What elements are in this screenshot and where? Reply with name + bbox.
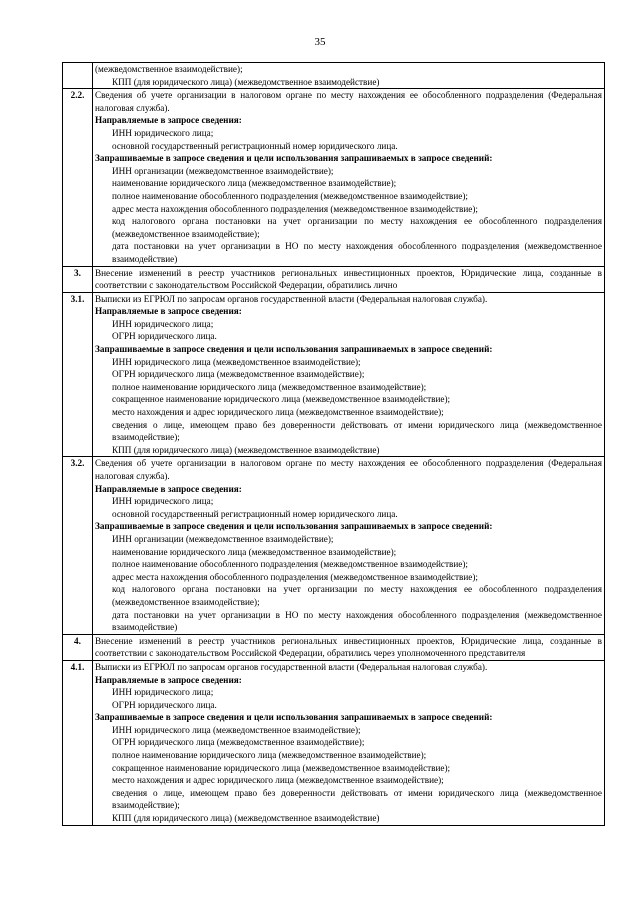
text-line: ИНН юридического лица; bbox=[112, 127, 214, 138]
text-line: наименование юридического лица (межведомственное взаимодействие); bbox=[112, 546, 397, 557]
text-line: Выписки из ЕГРЮЛ по запросам органов государственной власти (Федеральная налоговая служба). bbox=[95, 661, 488, 672]
text-line: сокращенное наименование юридического лица (межведомственное взаимодействие); bbox=[112, 394, 451, 405]
page-number: 35 bbox=[314, 36, 326, 48]
row-content bbox=[93, 292, 605, 457]
document-table bbox=[62, 62, 605, 826]
row-number: 3.2. bbox=[63, 457, 93, 634]
text-line: адрес места нахождения обособленного подразделения (межведомственное взаимодействие); bbox=[112, 203, 478, 214]
text-line: КПП (для юридического лица) (межведомственное взаимодействие) bbox=[112, 813, 380, 824]
text-line: дата постановки на учет организации в НО по месту нахождения обособленного подразделения (межведомственное взаимодействие) bbox=[112, 241, 602, 264]
text-line: полное наименование обособленного подразделения (межведомственное взаимодействие); bbox=[112, 190, 468, 201]
table-row bbox=[63, 457, 605, 634]
text-line: код налогового органа постановки на учет организации по месту нахождения ее обособленного подразделения (межведомственное взаимодействие); bbox=[112, 216, 602, 239]
row-number: 4. bbox=[63, 634, 93, 660]
text-line: ИНН юридического лица; bbox=[112, 496, 214, 507]
text-line: сведения о лице, имеющем право без доверенности действовать от имени юридического лица (межведомственное взаимодействие); bbox=[112, 787, 602, 811]
section-heading: Направляемые в запросе сведения: bbox=[95, 115, 242, 126]
text-line: ИНН юридического лица; bbox=[112, 318, 214, 329]
text-line: полное наименование юридического лица (межведомственное взаимодействие); bbox=[112, 381, 427, 392]
text-line: Внесение изменений в реестр участников региональных инвестиционных проектов, Юридические лица, созданные в соответствии с законодательством Российской Федерации, обратились лично bbox=[95, 267, 602, 291]
table-row bbox=[63, 634, 605, 660]
table-row bbox=[63, 660, 605, 825]
text-line: полное наименование юридического лица (межведомственное взаимодействие); bbox=[112, 750, 427, 761]
text-line: (межведомственное взаимодействие); bbox=[95, 64, 243, 74]
row-content bbox=[93, 660, 605, 825]
text-line: Выписки из ЕГРЮЛ по запросам органов государственной власти (Федеральная налоговая служба). bbox=[95, 293, 488, 304]
section-heading: Запрашиваемые в запросе сведения и цели использования запрашиваемых в запросе сведений: bbox=[95, 712, 493, 723]
text-line: полное наименование обособленного подразделения (межведомственное взаимодействие); bbox=[112, 559, 468, 570]
text-line: ИНН организации (межведомственное взаимодействие); bbox=[112, 533, 334, 544]
row-number bbox=[63, 63, 93, 89]
text-line: Сведения об учете организации в налоговом органе по месту нахождения ее обособленного подразделения (Федеральная налоговая служба). bbox=[95, 90, 602, 113]
row-content bbox=[93, 634, 605, 660]
text-line: наименование юридического лица (межведомственное взаимодействие); bbox=[112, 178, 397, 189]
text-line: сокращенное наименование юридического лица (межведомственное взаимодействие); bbox=[112, 762, 451, 773]
row-content bbox=[93, 266, 605, 292]
text-line: ИНН юридического лица (межведомственное взаимодействие); bbox=[112, 724, 361, 735]
section-heading: Направляемые в запросе сведения: bbox=[95, 674, 242, 685]
section-heading: Запрашиваемые в запросе сведения и цели использования запрашиваемых в запросе сведений: bbox=[95, 153, 493, 164]
section-heading: Запрашиваемые в запросе сведения и цели использования запрашиваемых в запросе сведений: bbox=[95, 344, 493, 355]
text-line: ИНН юридического лица; bbox=[112, 687, 214, 698]
section-heading: Направляемые в запросе сведения: bbox=[95, 483, 242, 494]
text-line: ИНН организации (межведомственное взаимодействие); bbox=[112, 165, 334, 176]
text-line: ОГРН юридического лица (межведомственное взаимодействие); bbox=[112, 737, 365, 748]
row-number: 3.1. bbox=[63, 292, 93, 457]
text-line: Сведения об учете организации в налоговом органе по месту нахождения ее обособленного подразделения (Федеральная налоговая служба). bbox=[95, 458, 602, 481]
row-number: 2.2. bbox=[63, 89, 93, 266]
table-row bbox=[63, 89, 605, 266]
text-line: место нахождения и адрес юридического лица (межведомственное взаимодействие); bbox=[112, 775, 444, 786]
text-line: основной государственный регистрационный номер юридического лица. bbox=[112, 508, 398, 519]
table-row bbox=[63, 63, 605, 89]
text-line: код налогового органа постановки на учет организации по месту нахождения ее обособленного подразделения (межведомственное взаимодействие); bbox=[112, 584, 602, 607]
text-line: ОГРН юридического лица. bbox=[112, 699, 217, 710]
text-line: основной государственный регистрационный номер юридического лица. bbox=[112, 140, 398, 151]
row-content bbox=[93, 89, 605, 266]
text-line: ОГРН юридического лица. bbox=[112, 331, 217, 342]
section-heading: Запрашиваемые в запросе сведения и цели использования запрашиваемых в запросе сведений: bbox=[95, 521, 493, 532]
text-line: КПП (для юридического лица) (межведомственное взаимодействие) bbox=[112, 444, 380, 455]
text-line: КПП (для юридического лица) (межведомственное взаимодействие) bbox=[112, 76, 380, 87]
section-heading: Направляемые в запросе сведения: bbox=[95, 306, 242, 317]
text-line: дата постановки на учет организации в НО по месту нахождения обособленного подразделения (межведомственное взаимодействие) bbox=[112, 609, 602, 633]
text-line: место нахождения и адрес юридического лица (межведомственное взаимодействие); bbox=[112, 407, 444, 418]
row-number: 3. bbox=[63, 266, 93, 292]
row-number: 4.1. bbox=[63, 660, 93, 825]
table-row bbox=[63, 292, 605, 457]
text-line: сведения о лице, имеющем право без доверенности действовать от имени юридического лица (межведомственное взаимодействие); bbox=[112, 419, 602, 443]
table-row bbox=[63, 266, 605, 292]
text-line: ИНН юридического лица (межведомственное взаимодействие); bbox=[112, 356, 361, 367]
row-content bbox=[93, 63, 605, 89]
text-line: Внесение изменений в реестр участников региональных инвестиционных проектов, Юридические лица, созданные в соответствии с законодательством Российской Федерации, обратились через уполномоченного представителя bbox=[95, 635, 602, 659]
row-content bbox=[93, 457, 605, 634]
text-line: адрес места нахождения обособленного подразделения (межведомственное взаимодействие); bbox=[112, 571, 478, 582]
text-line: ОГРН юридического лица (межведомственное взаимодействие); bbox=[112, 369, 365, 380]
